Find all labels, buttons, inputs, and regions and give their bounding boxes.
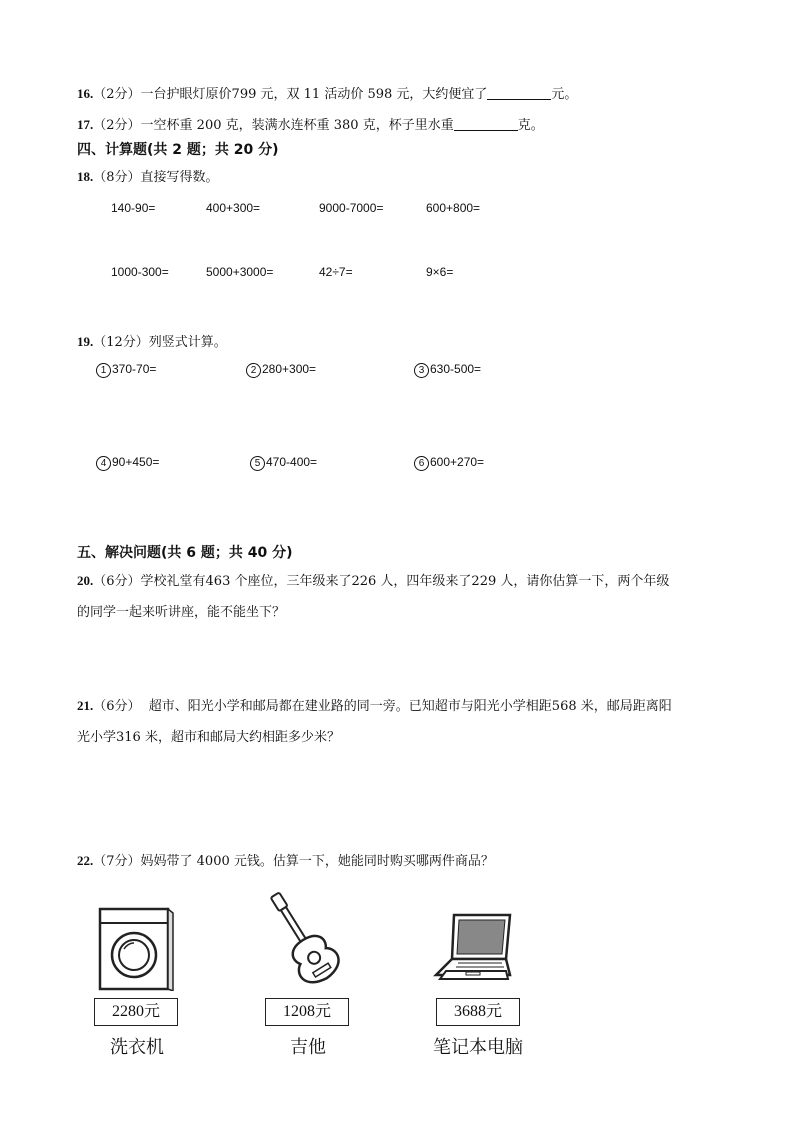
question-score: （6分） [93,699,141,714]
question-number: 21. [77,698,94,713]
question-text: 直接写得数。 [140,170,219,185]
question-text: 活动价 [320,87,368,102]
calc-item: 5000+3000= [206,265,274,279]
question-text-line: 的同学一起来听讲座，能不能坐下？ [77,605,286,620]
product-name: 洗衣机 [110,1037,164,1058]
washing-machine-icon [96,905,176,991]
vertical-calc-item [96,455,159,471]
question-text: 元。 [551,87,578,102]
calc-item: 140-90= [111,201,156,215]
circled-number: 5 [250,456,265,471]
vertical-calc-item [250,455,317,471]
question-text: 克，装满水连杯重 [221,118,334,133]
question-text-line: 光小学316 米，超市和邮局大约相距多少米？ [77,730,340,745]
value: 380 [333,118,359,133]
section-heading: 五、解决问题(共 6 题；共 40 分) [77,545,293,561]
answer-blank[interactable] [454,116,518,131]
vertical-calc-item [414,455,484,471]
value: 11 [303,87,321,102]
question-16 [77,83,577,102]
calc-expression: 280+300= [262,362,317,376]
question-text: 一台护眼灯原价 [140,87,232,102]
question-18 [77,166,219,185]
product-name: 笔记本电脑 [433,1037,523,1058]
calc-expression: 370-70= [112,362,157,376]
value: 200 [196,118,222,133]
calc-item: 9×6= [426,265,454,279]
question-score: （2分） [93,118,141,133]
question-text: 克。 [517,118,544,133]
question-number: 16. [77,86,94,101]
circled-number: 2 [246,363,261,378]
price-tag: 2280元 [94,998,178,1026]
question-22 [77,850,494,869]
circled-number: 3 [414,363,429,378]
question-score: （8分） [93,170,141,185]
vertical-calc-item [96,362,156,378]
section-heading: 四、计算题(共 2 题；共 20 分) [77,142,279,158]
calc-expression: 630-500= [430,362,482,376]
calc-item: 400+300= [206,201,261,215]
question-score: （12分） [93,335,149,350]
guitar-icon [258,885,348,995]
calc-item: 600+800= [426,201,481,215]
calc-item: 9000-7000= [319,201,384,215]
calc-item: 42÷7= [319,265,353,279]
question-score: （2分） [93,87,141,102]
question-19 [77,331,227,350]
question-score: （7分） [93,854,141,869]
vertical-calc-item [414,362,481,378]
question-number: 20. [77,573,94,588]
question-text: 元，双 [256,87,304,102]
vertical-calc-item [246,362,316,378]
circled-number: 6 [414,456,429,471]
question-20 [77,570,669,589]
calc-item: 1000-300= [111,265,169,279]
circled-number: 1 [96,363,111,378]
question-number: 18. [77,169,94,184]
calc-expression: 600+270= [430,455,485,469]
question-text: 元，大约便宜了 [392,87,488,102]
question-17 [77,114,544,133]
value: 799 [231,87,257,102]
value: 598 [367,87,393,102]
answer-blank[interactable] [487,85,551,100]
circled-number: 4 [96,456,111,471]
calc-expression: 90+450= [112,455,160,469]
product-name: 吉他 [290,1037,326,1058]
question-text: 妈妈带了 4000 元钱。估算一下，她能同时购买哪两件商品？ [140,854,494,869]
price-tag: 3688元 [436,998,520,1026]
calc-expression: 470-400= [266,455,318,469]
question-number: 17. [77,117,94,132]
question-text: 一空杯重 [140,118,197,133]
laptop-icon [432,913,514,985]
question-score: （6分） [93,574,141,589]
question-number: 19. [77,334,94,349]
question-number: 22. [77,853,94,868]
question-text: 超市、阳光小学和邮局都在建业路的同一旁。已知超市与阳光小学相距568 米，邮局距离阳 [140,699,672,714]
question-text: 克，杯子里水重 [358,118,454,133]
price-tag: 1208元 [265,998,349,1026]
question-text: 列竖式计算。 [148,335,227,350]
question-text: 学校礼堂有463 个座位，三年级来了226 人，四年级来了229 人，请你估算一下，两个年级 [140,574,670,589]
question-21 [77,695,672,714]
